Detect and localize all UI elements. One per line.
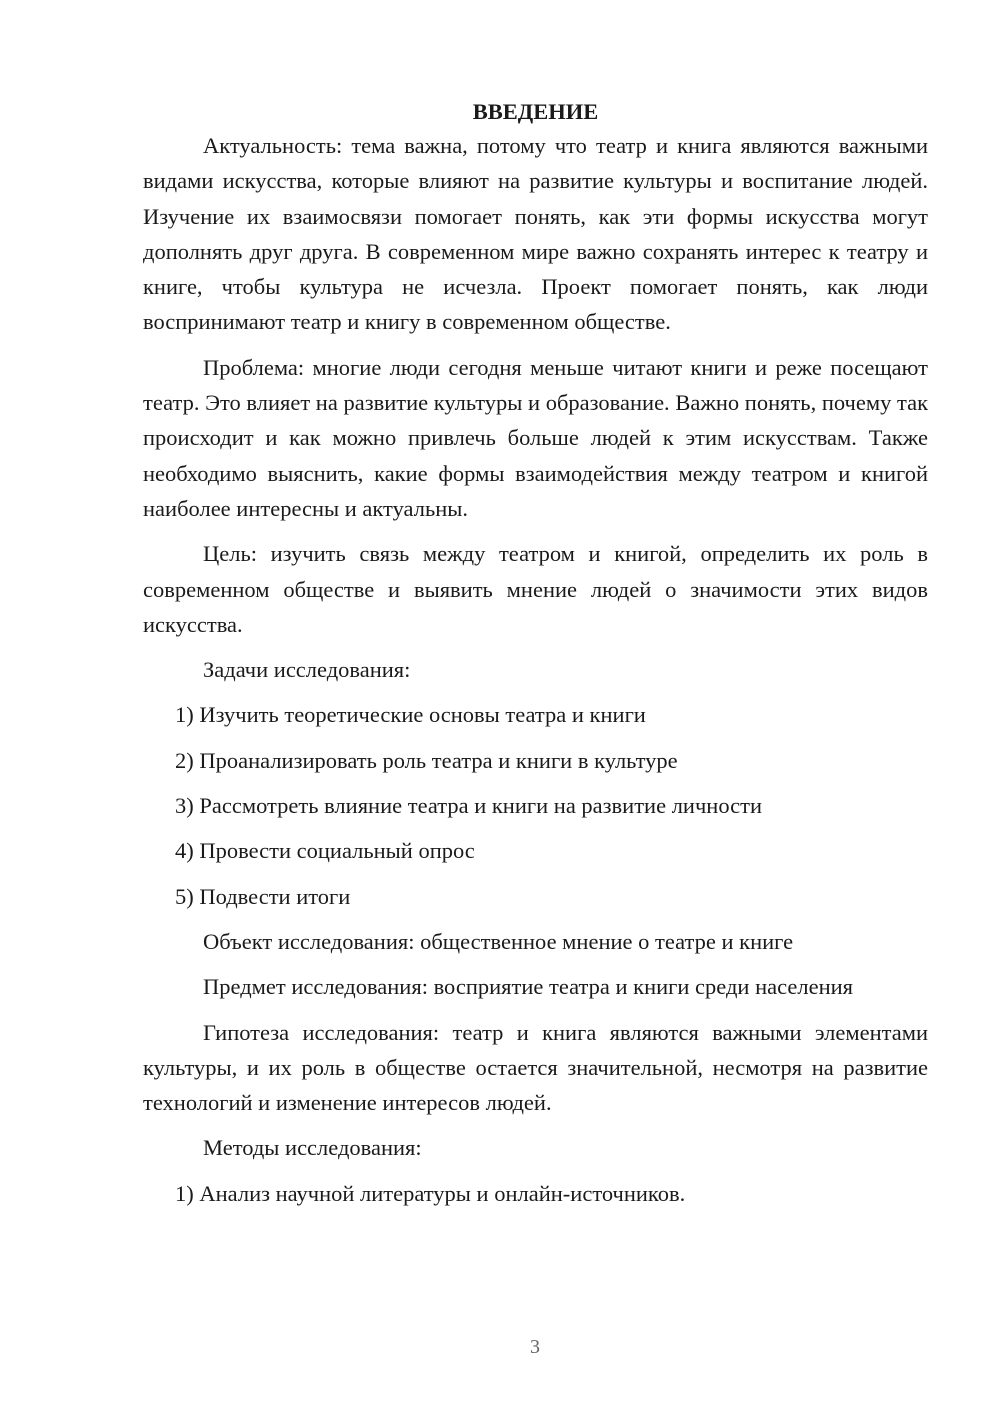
object-line: Объект исследования: общественное мнение о театре и книге <box>203 928 794 954</box>
relevance-paragraph: Актуальность: тема важна, потому что театр и книга являются важными видами искусства, которые влияют на развитие культуры и воспитание людей. Изучение их взаимосвязи помогает понять, как эти формы искусства могут дополнять друг друга. В современном мире важно сохранять интерес к театру и книге, чтобы культура не исчезла. Проект помогает понять, как люди воспринимают театр и книгу в современном обществе. <box>143 133 928 335</box>
task-item: 4) Провести социальный опрос <box>175 838 475 864</box>
goal-paragraph: Цель: изучить связь между театром и книгой, определить их роль в современном обществе и выявить мнение людей о значимости этих видов искусства. <box>143 541 928 637</box>
methods-heading: Методы исследования: <box>203 1135 422 1161</box>
task-item: 2) Проанализировать роль театра и книги в культуре <box>175 747 678 773</box>
method-item: 1) Анализ научной литературы и онлайн-источников. <box>175 1180 686 1206</box>
page-content <box>143 95 928 1221</box>
task-item: 3) Рассмотреть влияние театра и книги на развитие личности <box>175 793 762 819</box>
task-item: 5) Подвести итоги <box>175 883 351 909</box>
problem-paragraph: Проблема: многие люди сегодня меньше читают книги и реже посещают театр. Это влияет на развитие культуры и образование. Важно понять, почему так происходит и как можно привлечь больше людей к этим искусствам. Также необходимо выяснить, какие формы взаимодействия между театром и книгой наиболее интересны и актуальны. <box>143 354 928 521</box>
section-title: ВВЕДЕНИЕ <box>472 99 599 124</box>
task-item: 1) Изучить теоретические основы театра и книги <box>175 702 646 728</box>
hypothesis-paragraph: Гипотеза исследования: театр и книга являются важными элементами культуры, и их роль в обществе остается значительной, несмотря на развитие технологий и изменение интересов людей. <box>143 1019 928 1116</box>
subject-line: Предмет исследования: восприятие театра и книги среди населения <box>203 974 854 1000</box>
tasks-heading: Задачи исследования: <box>203 657 411 683</box>
page-number: 3 <box>530 1336 540 1358</box>
